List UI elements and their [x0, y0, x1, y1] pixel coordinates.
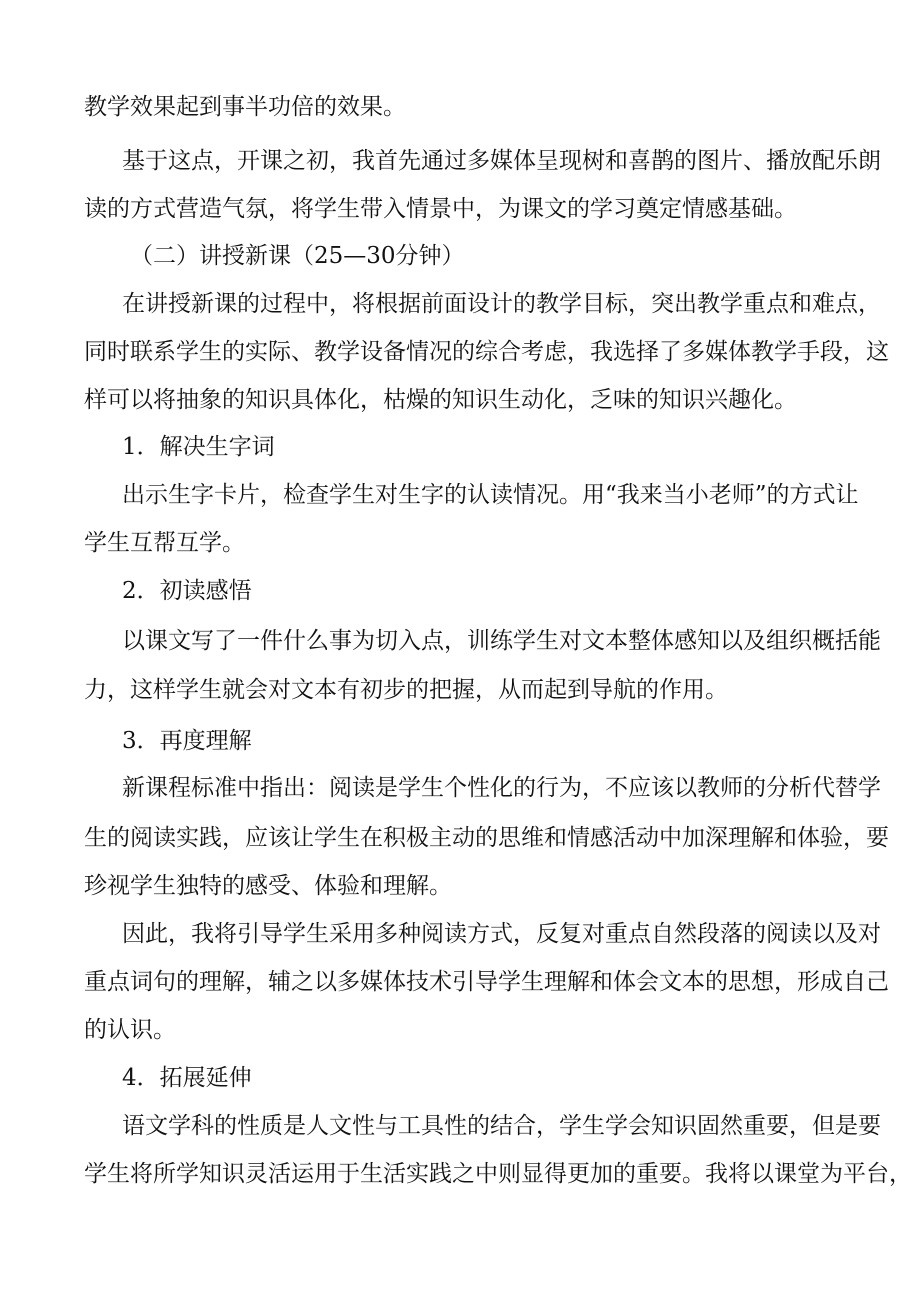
- paragraph-line: 语文学科的性质是人文性与工具性的结合，学生学会知识固然重要，但是要: [122, 1113, 881, 1139]
- paragraph-line: 基于这点，开课之初，我首先通过多媒体呈现树和喜鹊的图片、播放配乐朗: [122, 148, 881, 174]
- paragraph-line: 读的方式营造气氛，将学生带入情景中，为课文的学习奠定情感基础。: [84, 196, 797, 222]
- subheading-1: 1．解决生字词: [122, 434, 275, 460]
- paragraph-line: 出示生字卡片，检查学生对生字的认读情况。用“我来当小老师”的方式让: [122, 482, 859, 508]
- paragraph-line: 新课程标准中指出：阅读是学生个性化的行为，不应该以教师的分析代替学: [122, 775, 881, 801]
- paragraph-line: 重点词句的理解，辅之以多媒体技术引导学生理解和体会文本的思想，形成自己: [84, 969, 889, 995]
- subheading-4: 4．拓展延伸: [122, 1065, 252, 1091]
- paragraph-continuation-line: 教学效果起到事半功倍的效果。: [84, 94, 406, 120]
- subheading-3: 3．再度理解: [122, 728, 252, 754]
- paragraph-line: 学生互帮互学。: [84, 530, 245, 556]
- paragraph-line: 学生将所学知识灵活运用于生活实践之中则显得更加的重要。我将以课堂为平台，: [84, 1161, 912, 1187]
- paragraph-line: 因此，我将引导学生采用多种阅读方式，反复对重点自然段落的阅读以及对: [122, 921, 881, 947]
- paragraph-line: 以课文写了一件什么事为切入点，训练学生对文本整体感知以及组织概括能: [122, 628, 881, 654]
- paragraph-line: 的认识。: [84, 1017, 176, 1043]
- paragraph-line: 生的阅读实践，应该让学生在积极主动的思维和情感活动中加深理解和体验，要: [84, 825, 889, 851]
- paragraph-line: 力，这样学生就会对文本有初步的把握，从而起到导航的作用。: [84, 677, 728, 703]
- paragraph-line: 珍视学生独特的感受、体验和理解。: [84, 873, 452, 899]
- subheading-2: 2．初读感悟: [122, 578, 252, 604]
- paragraph-line: 在讲授新课的过程中，将根据前面设计的教学目标，突出教学重点和难点，: [122, 291, 881, 317]
- paragraph-line: 样可以将抽象的知识具体化，枯燥的知识生动化，乏味的知识兴趣化。: [84, 387, 797, 413]
- section-heading: （二）讲授新课（25—30分钟）: [130, 243, 465, 269]
- paragraph-line: 同时联系学生的实际、教学设备情况的综合考虑，我选择了多媒体教学手段，这: [84, 339, 889, 365]
